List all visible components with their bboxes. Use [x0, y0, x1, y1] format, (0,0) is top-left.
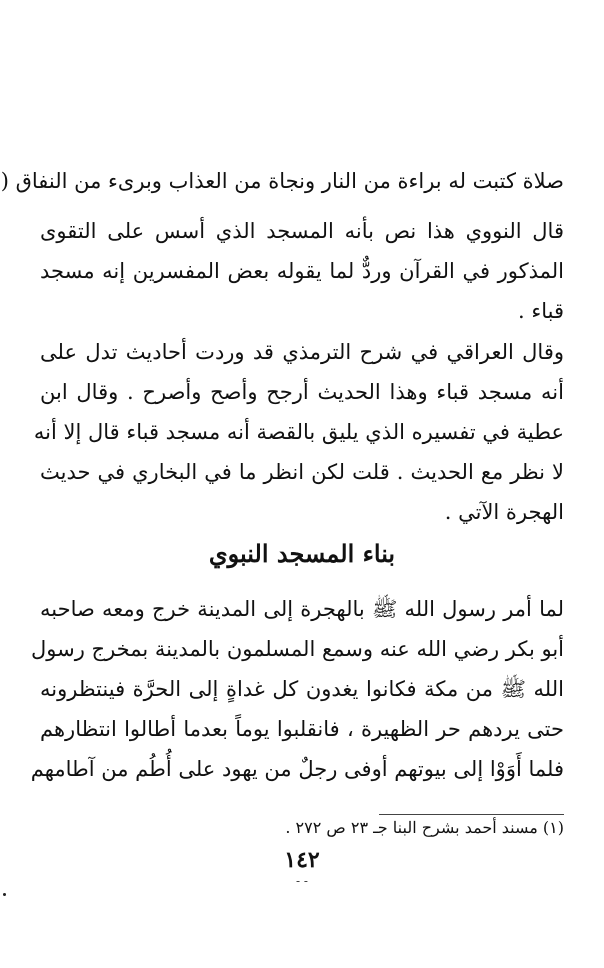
- body-line: وقال العراقي في شرح الترمذي قد وردت أحاديث تدل على: [40, 340, 564, 364]
- footnote-divider: [379, 814, 564, 815]
- body-line: الهجرة الآتي .: [444, 500, 564, 524]
- body-line: حتى يردهم حر الظهيرة ، فانقلبوا يوماً بعدما أطالوا انتظارهم: [40, 717, 564, 741]
- section-heading: بناء المسجد النبوي: [208, 539, 396, 568]
- body-line: لا نظر مع الحديث . قلت لكن انظر ما في البخاري في حديث: [40, 460, 564, 484]
- page-number: ١٤٢: [284, 847, 320, 873]
- body-line: فلما أَوَوْا إلى بيوتهم أوفى رجلٌ من يهود على أُطُم من آطامهم: [30, 757, 564, 781]
- body-line: أبو بكر رضي الله عنه وسمع المسلمون بالمدينة بمخرج رسول: [31, 637, 564, 661]
- body-line: لما أمر رسول الله ﷺ بالهجرة إلى المدينة خرج ومعه صاحبه: [40, 597, 564, 621]
- body-line: المذكور في القرآن وردٌّ لما يقوله بعض المفسرين إنه مسجد: [40, 259, 564, 283]
- body-line: أنه مسجد قباء وهذا الحديث أرجح وأصح وأصرح . وقال ابن: [40, 380, 564, 404]
- scan-speck: [3, 893, 6, 896]
- body-line: الله ﷺ من مكة فكانوا يغدون كل غداةٍ إلى الحرَّة فينتظرونه: [40, 677, 564, 701]
- body-line: قباء .: [518, 299, 564, 323]
- body-line: صلاة كتبت له براءة من النار ونجاة من العذاب وبرىء من النفاق (: [0, 169, 564, 193]
- footnote: (١) مسند أحمد بشرح البنا جـ ٢٣ ص ٢٧٢ .: [285, 818, 564, 837]
- body-line: قال النووي هذا نص بأنه المسجد الذي أسس على التقوى: [40, 219, 564, 243]
- bottom-marks: - -: [296, 874, 308, 888]
- body-line: عطية في تفسيره الذي يليق بالقصة أنه مسجد قباء قال إلا أنه: [33, 420, 564, 444]
